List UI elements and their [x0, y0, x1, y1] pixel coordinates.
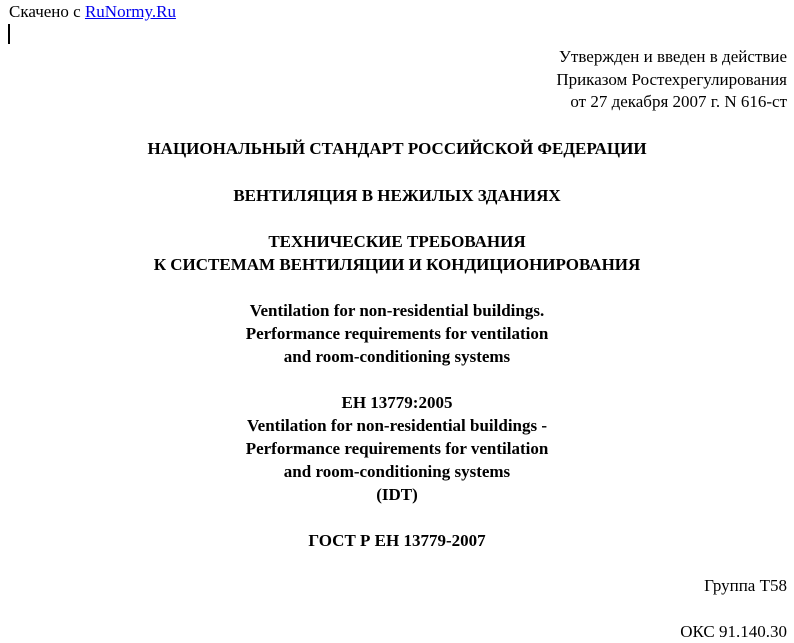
en-standard-line-1: Ventilation for non-residential buildings -: [246, 416, 548, 435]
title-en: [0, 299, 794, 368]
en-standard-idt: (IDT): [376, 485, 418, 504]
approval-line-2: Приказом Ростехрегулирования: [556, 69, 787, 89]
approval-block: [556, 46, 787, 114]
en-standard-code: ЕН 13779:2005: [341, 393, 453, 412]
group-code: Группа Т58: [704, 576, 787, 595]
title-ru-subtitle: [0, 230, 794, 276]
en-standard-block: [0, 391, 794, 506]
title-ru-sub-line-2: К СИСТЕМАМ ВЕНТИЛЯЦИИ И КОНДИЦИОНИРОВАНИЯ: [153, 255, 641, 274]
approval-line-3: от 27 декабря 2007 г. N 616-ст: [570, 92, 787, 111]
oks-code: ОКС 91.140.30: [680, 622, 787, 641]
approval-line-1: Утвержден и введен в действие: [558, 47, 787, 66]
source-line: [9, 2, 176, 22]
title-ru-sub-line-1: ТЕХНИЧЕСКИЕ ТРЕБОВАНИЯ: [268, 232, 526, 251]
text-caret: [8, 24, 10, 44]
gost-designation: ГОСТ Р ЕН 13779-2007: [308, 531, 486, 550]
en-standard-line-3: and room-conditioning systems: [283, 462, 511, 481]
en-standard-line-2: Performance requirements for ventilation: [245, 439, 549, 458]
standard-type-heading: НАЦИОНАЛЬНЫЙ СТАНДАРТ РОССИЙСКОЙ ФЕДЕРАЦИИ: [147, 139, 647, 158]
title-en-line-1: Ventilation for non-residential buildings.: [249, 301, 545, 320]
runormy-link[interactable]: RuNormy.Ru: [84, 2, 176, 21]
title-en-line-3: and room-conditioning systems: [283, 347, 511, 366]
title-ru-main: ВЕНТИЛЯЦИЯ В НЕЖИЛЫХ ЗДАНИЯХ: [233, 186, 561, 205]
title-en-line-2: Performance requirements for ventilation: [245, 324, 549, 343]
source-prefix: Скачено с: [9, 2, 81, 21]
